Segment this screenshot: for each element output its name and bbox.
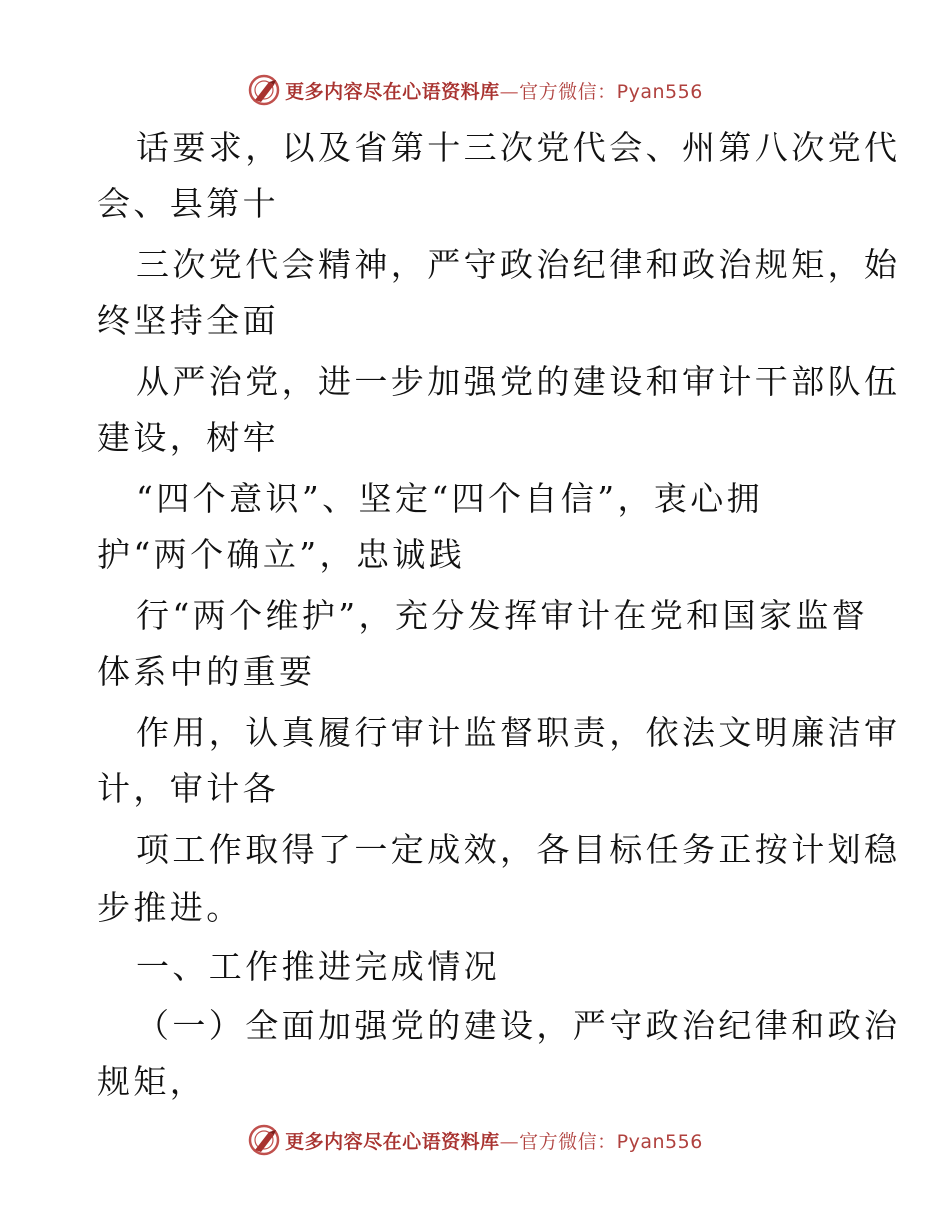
subsection-heading: （一）全面加强党的建设，严守政治纪律和政治: [136, 1006, 901, 1045]
paragraph-line: 体系中的重要: [97, 652, 316, 691]
header-banner-wechat: 官方微信：Pyan556: [519, 80, 703, 103]
paragraph-line: 作用，认真履行审计监督职责，依法文明廉洁审: [136, 713, 901, 752]
paragraph-line: “四个意识”、坚定“四个自信”，衷心拥: [136, 479, 764, 518]
paragraph-line: 建设，树牢: [97, 418, 279, 457]
paragraph-line: 项工作取得了一定成效，各目标任务正按计划稳: [136, 830, 901, 869]
paragraph-line: 护“两个确立”，忠诚践: [97, 535, 466, 574]
header-banner-dash: —: [499, 80, 520, 103]
pen-logo-icon: [247, 73, 281, 107]
pen-logo-icon: [247, 1123, 281, 1157]
paragraph-line: 终坚持全面: [97, 301, 279, 340]
footer-banner-title: 更多内容尽在心语资料库: [285, 1130, 500, 1153]
paragraph-line: 从严治党，进一步加强党的建设和审计干部队伍: [136, 362, 901, 401]
paragraph-line: 规矩，: [97, 1062, 207, 1101]
paragraph-line: 步推进。: [97, 888, 243, 927]
paragraph-line: 行“两个维护”，充分发挥审计在党和国家监督: [136, 596, 869, 635]
paragraph-line: 话要求，以及省第十三次党代会、州第八次党代: [136, 128, 901, 167]
header-banner: [0, 70, 950, 110]
paragraph-line: 计，审计各: [97, 769, 279, 808]
footer-banner-dash: —: [499, 1130, 520, 1153]
footer-banner-wechat: 官方微信：Pyan556: [519, 1130, 703, 1153]
paragraph-line: 三次党代会精神，严守政治纪律和政治规矩，始: [136, 245, 901, 284]
paragraph-line: 会、县第十: [97, 184, 279, 223]
footer-banner: [0, 1120, 950, 1160]
section-heading: 一、工作推进完成情况: [136, 947, 500, 986]
header-banner-title: 更多内容尽在心语资料库: [285, 80, 500, 103]
